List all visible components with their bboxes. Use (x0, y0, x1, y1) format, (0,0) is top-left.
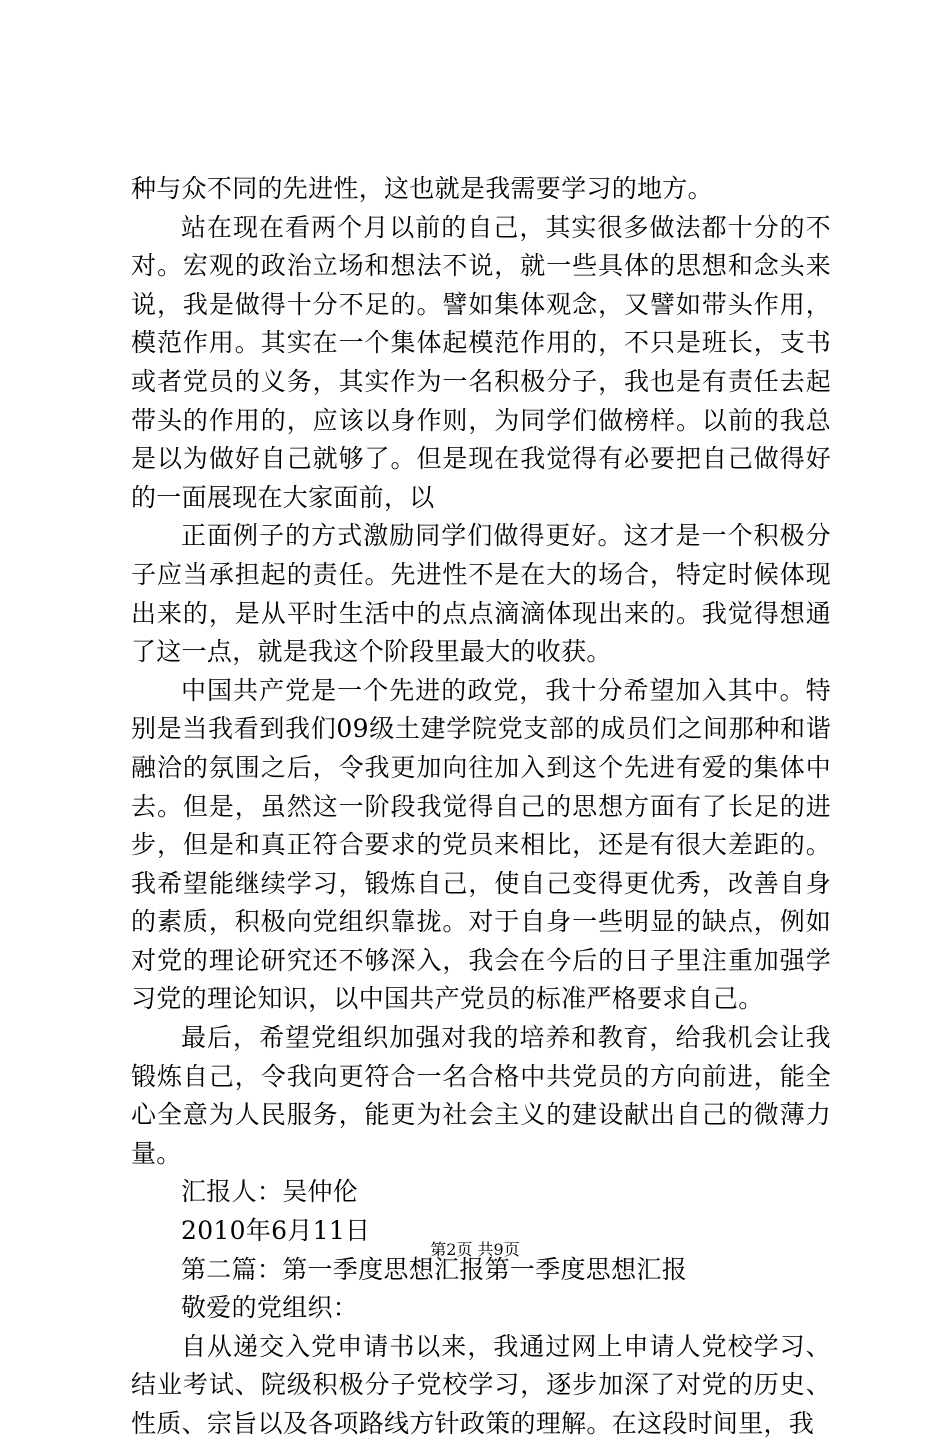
paragraph-4: 中国共产党是一个先进的政党，我十分希望加入其中。特别是当我看到我们09级土建学院党支部的成员们之间那种和谐融洽的氛围之后，令我更加向往加入到这个先进有爱的集体中去。但是，虽然这一阶段我觉得自己的思想方面有了长足的进步，但是和真正符合要求的党员来相比，还是有很大差距的。我希望能继续学习，锻炼自己，使自己变得更优秀，改善自身的素质，积极向党组织靠拢。对于自身一些明显的缺点，例如对党的理论研究还不够深入，我会在今后的日子里注重加强学习党的理论知识，以中国共产党员的标准严格要求自己。 (131, 675, 831, 1014)
paragraph-2: 站在现在看两个月以前的自己，其实很多做法都十分的不对。宏观的政治立场和想法不说，就一些具体的思想和念头来说，我是做得十分不足的。譬如集体观念，又譬如带头作用，模范作用。其实在一个集体起模范作用的，不只是班长，支书或者党员的义务，其实作为一名积极分子，我也是有责任去起带头的作用的，应该以身作则，为同学们做榜样。以前的我总是以为做好自己就够了。但是现在我觉得有必要把自己做得好的一面展现在大家面前，以 (131, 212, 831, 512)
paragraph-5: 最后，希望党组织加强对我的培养和教育，给我机会让我锻炼自己，令我向更符合一名合格中共党员的方向前进，能全心全意为人民服务，能更为社会主义的建设献出自己的微薄力量。 (131, 1023, 831, 1168)
paragraph-1: 种与众不同的先进性，这也就是我需要学习的地方。 (131, 174, 713, 203)
page-number-footer: 第2页 共9页 (430, 1240, 520, 1259)
reporter-line: 汇报人：吴仲伦 (181, 1177, 359, 1207)
paragraph-10: 自从递交入党申请书以来，我通过网上申请人党校学习、结业考试、院级积极分子党校学习，逐步加深了对党的历史、性质、宗旨以及各项路线方针政策的理解。在这段时间里，我 (131, 1331, 831, 1438)
paragraph-3: 正面例子的方式激励同学们做得更好。这才是一个积极分子应当承担起的责任。先进性不是在大的场合，特定时候体现出来的，是从平时生活中的点点滴滴体现出来的。我觉得想通了这一点，就是我这个阶段里最大的收获。 (131, 521, 831, 667)
salutation: 敬爱的党组织： (181, 1293, 359, 1323)
date-line: 2010年6月11日 (181, 1216, 371, 1246)
section-heading: 第二篇：第一季度思想汇报第一季度思想汇报 (181, 1254, 688, 1284)
